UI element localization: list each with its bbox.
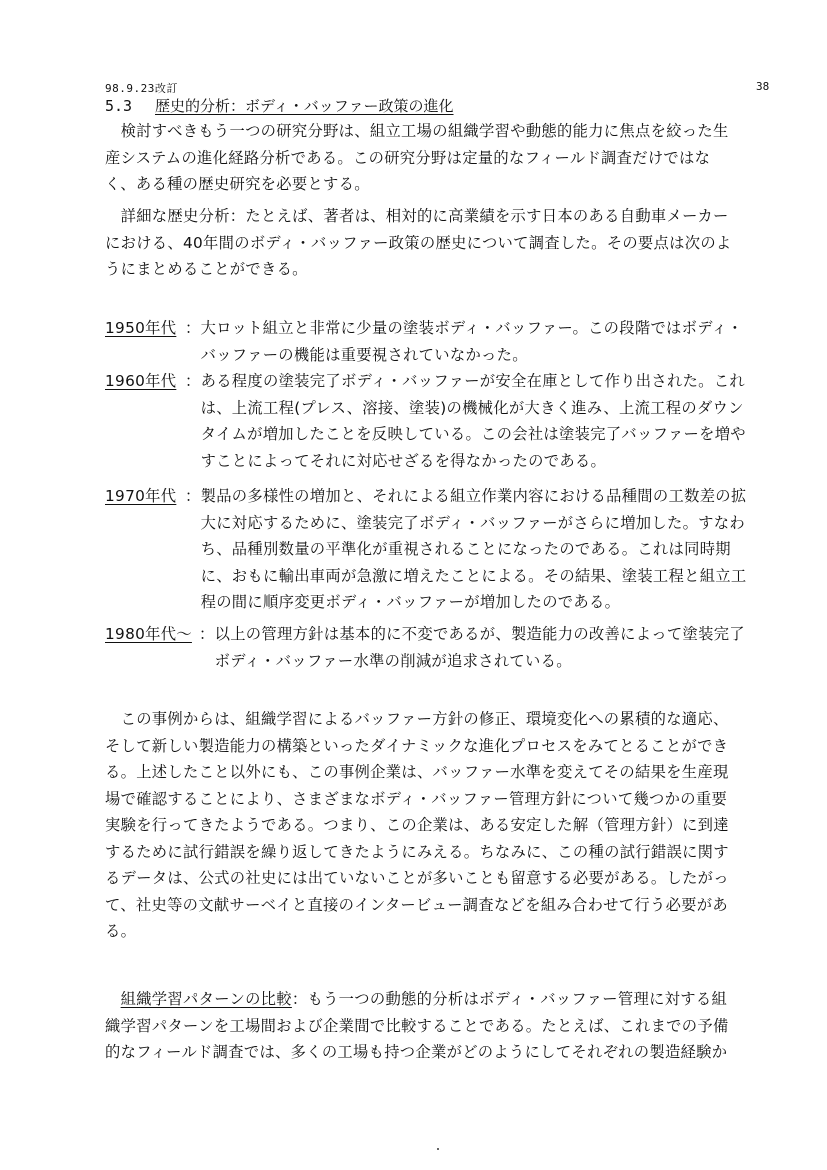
- paragraph-lead: 詳細な歴史分析: [120, 207, 230, 225]
- text-line: バッファーの機能は重要視されていなかった。: [200, 345, 528, 364]
- text-line: この事例からは、組織学習によるバッファー方針の修正、環境変化への累積的な適応、: [120, 710, 729, 728]
- text-line: すことによってそれに対応せざるを得なかったのである。: [200, 451, 607, 470]
- paragraph-learning-patterns: [105, 986, 777, 1066]
- section-number: 5.3: [105, 97, 133, 115]
- history-entry-1950s: [105, 315, 777, 368]
- text-line: に、おもに輸出車両が急激に増えたことによる。その結果、塗装工程と組立工: [200, 566, 747, 585]
- text-line: ：大ロット組立と非常に少量の塗装ボディ・バッファー。この段階ではボディ・: [185, 319, 743, 337]
- section-title: 歴史的分析：ボディ・バッファー政策の進化: [155, 97, 454, 115]
- text-line: ：ある程度の塗装完了ボディ・バッファーが安全在庫として作り出された。これ: [185, 372, 745, 390]
- text-line: 詳細な歴史分析：たとえば、著者は、相対的に高業績を示す日本のある自動車メーカー: [120, 207, 729, 225]
- text-line: 産システムの進化経路分析である。この研究分野は定量的なフィールド調査だけではな: [105, 148, 711, 167]
- text-line: ボディ・バッファー水準の削減が追求されている。: [214, 651, 572, 670]
- text-line: る。: [105, 922, 137, 940]
- text-line: するために試行錯誤を繰り返してきたようにみえる。ちなみに、この種の試行錯誤に関す: [105, 842, 729, 861]
- text-line: そして新しい製造能力の構築といったダイナミックな進化プロセスをみてとることができ: [105, 736, 729, 755]
- revision-date: 98.9.23改訂: [105, 82, 178, 95]
- text-line: タイムが増加したことを反映している。この会社は塗装完了バッファーを増や: [200, 425, 746, 443]
- text-line: 大に対応するために、塗装完了ボディ・バッファーがさらに増加した。すなわ: [200, 513, 745, 532]
- text-line: 組織学習パターンの比較：もう一つの動態的分析はボディ・バッファー管理に対する組: [120, 990, 728, 1008]
- history-entry-1980s: [105, 621, 777, 674]
- text-line: 検討すべきもう一つの研究分野は、組立工場の組織学習や動態的能力に焦点を絞った生: [120, 122, 729, 140]
- section-heading: [105, 96, 454, 116]
- text-line: るデータは、公式の社史には出ていないことが多いことも留意する必要がある。したがっ: [105, 869, 729, 887]
- paragraph-case-discussion: [105, 706, 777, 945]
- scan-speck: [437, 1148, 439, 1150]
- decade-label: 1980年代～: [105, 625, 192, 643]
- text-line: は、上流工程(プレス、溶接、塗装)の機械化が大きく進み、上流工程のダウン: [200, 398, 744, 417]
- page-number: 38: [756, 80, 770, 93]
- decade-label: 1970年代: [105, 487, 177, 505]
- text-line: 場で確認することにより、さまざまなボディ・バッファー管理方針について幾つかの重要: [105, 789, 728, 808]
- history-entry-1960s: [105, 368, 777, 474]
- text-line: 程の間に順序変更ボディ・バッファーが増加したのである。: [200, 593, 621, 611]
- text-line: 織学習パターンを工場間および企業間で比較することである。たとえば、これまでの予備: [105, 1016, 729, 1035]
- text-line: 実験を行ってきたようである。つまり、この企業は、ある安定した解（管理方針）に到達: [105, 816, 729, 834]
- paragraph-intro: [105, 118, 777, 198]
- text-line: 的なフィールド調査では、多くの工場も持つ企業がどのようにしてそれぞれの製造経験か: [105, 1043, 728, 1061]
- history-entry-1970s: [105, 483, 777, 616]
- decade-label: 1950年代: [105, 319, 177, 337]
- text-line: ：以上の管理方針は基本的に不変であるが、製造能力の改善によって塗装完了: [199, 625, 745, 643]
- text-line: て、社史等の文献サーベイと直接のインタービュー調査などを組み合わせて行う必要があ: [105, 895, 728, 914]
- text-line: における、40年間のボディ・バッファー政策の歴史について調査した。その要点は次のよ: [105, 233, 732, 252]
- text-line: うにまとめることができる。: [105, 260, 308, 278]
- paragraph-historical-analysis: [105, 203, 777, 283]
- text-line: ：製品の多様性の増加と、それによる組立作業内容における品種間の工数差の拡: [185, 487, 747, 505]
- text-line: く、ある種の歴史研究を必要とする。: [105, 175, 370, 193]
- text-line: ち、品種別数量の平準化が重視されることになったのである。これは同時期: [200, 540, 731, 558]
- paragraph-lead: 組織学習パターンの比較: [120, 990, 292, 1008]
- text-line: る。上述したこと以外にも、この事例企業は、バッファー水準を変えてその結果を生産現: [105, 763, 729, 781]
- decade-label: 1960年代: [105, 372, 177, 390]
